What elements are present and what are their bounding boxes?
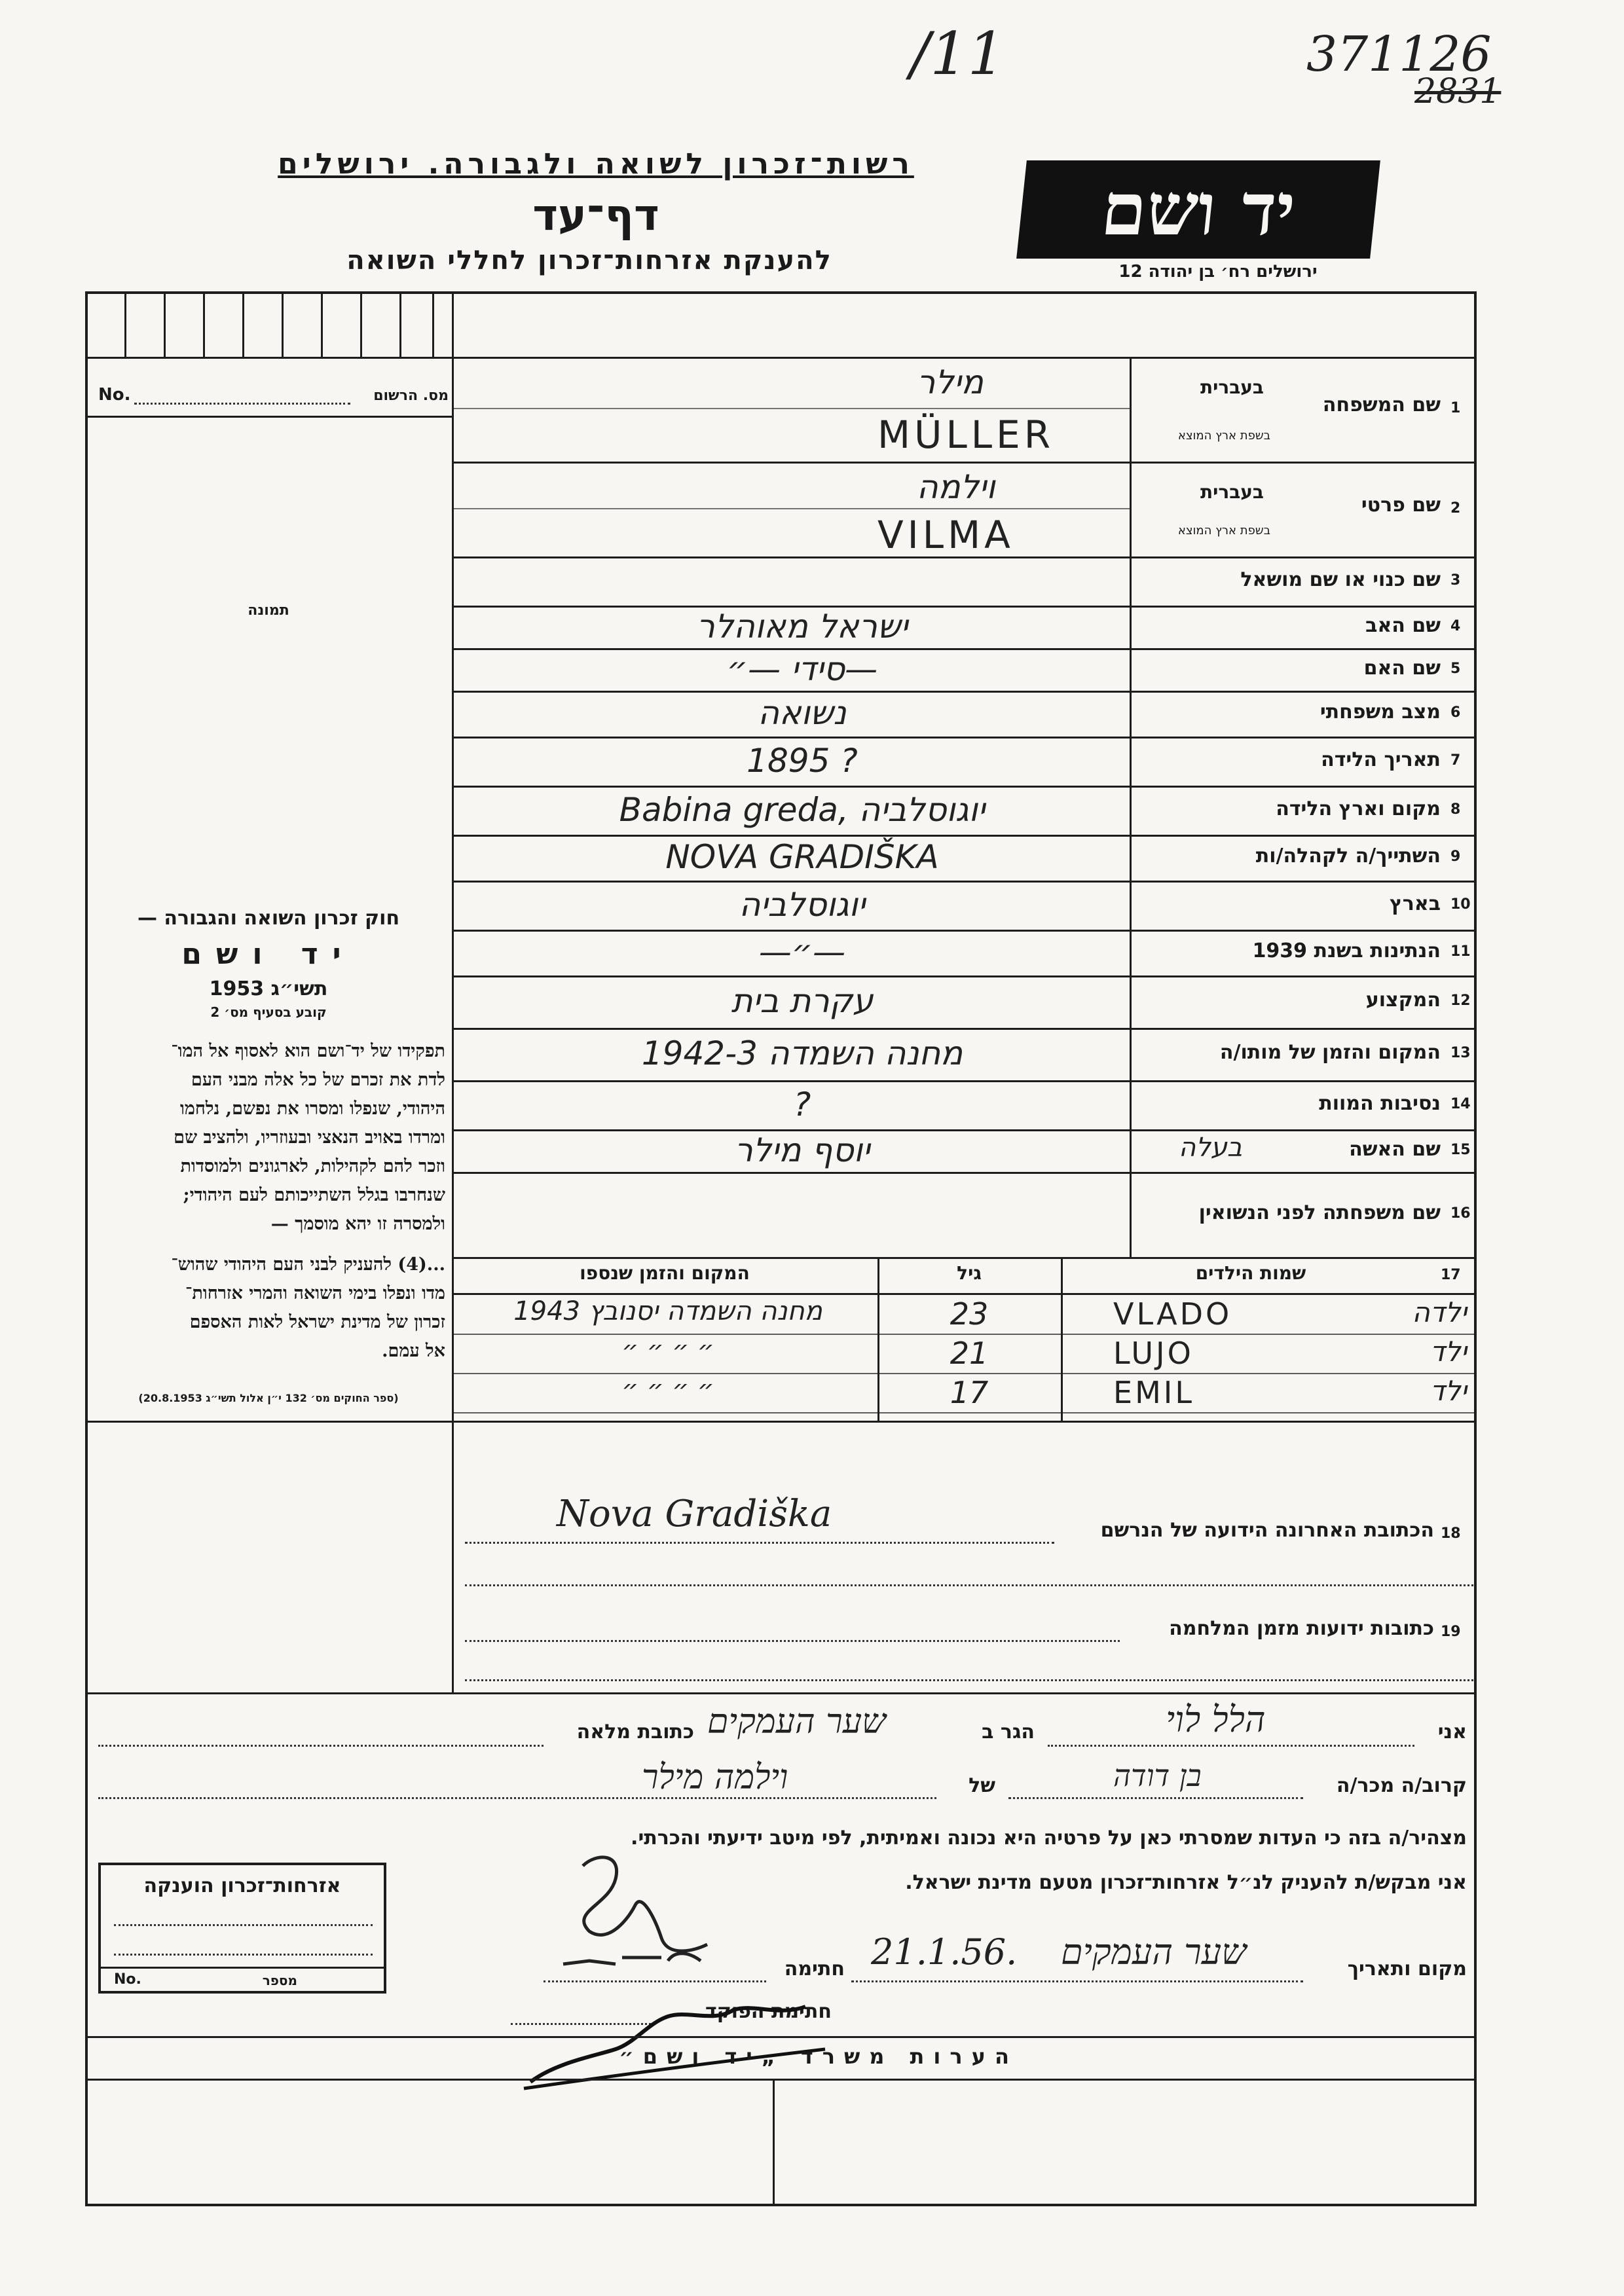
- field-value: יוגוסלביה: [739, 885, 866, 924]
- field-number: 11: [1450, 943, 1471, 960]
- no-label: No.: [98, 385, 131, 405]
- law-text: [92, 907, 445, 1404]
- officer-signature: [517, 1984, 845, 2102]
- decl-full-address: כתובת מלאה: [576, 1721, 694, 1743]
- field-value: עקרת בית: [731, 982, 874, 1020]
- field-number: 15: [1450, 1141, 1471, 1158]
- place-date-label: מקום ותאריך: [1347, 1958, 1467, 1980]
- remarks-label: הערות משרד „יד ושם״: [619, 2044, 1018, 2069]
- child-relation: ילדה: [1412, 1296, 1467, 1328]
- record-number: 371126: [1306, 26, 1492, 82]
- child-name: EMIL: [1113, 1375, 1194, 1410]
- field-value: יוסף מילר: [734, 1131, 870, 1169]
- field-number: 14: [1450, 1095, 1471, 1112]
- field-label: המקצוע: [1365, 989, 1441, 1011]
- field-number: 4: [1450, 617, 1461, 634]
- law-line: ומרדו באויב הנאצי ובעוזריו, ולהציב שם: [174, 1127, 445, 1148]
- date-value: 21.1.56.: [871, 1931, 1018, 1973]
- form-subtitle: להענקת אזרחות־זכרון לחללי השואה: [346, 246, 832, 276]
- field-18-value: Nova Gradiška: [557, 1493, 832, 1535]
- decl-of: של: [969, 1774, 995, 1797]
- decl-text-2: אני מבקש/ת להעניק לנ״ל אזרחות־זכרון מטעם מדינת ישראל.: [905, 1871, 1467, 1894]
- children-place-header: המקום והזמן שנספו: [580, 1262, 750, 1284]
- field-19-number: 19: [1441, 1624, 1461, 1640]
- logo-text: יד ושם: [1097, 167, 1300, 251]
- law-name: יד ושם: [181, 938, 356, 971]
- field-label: תאריך הלידה: [1321, 748, 1441, 771]
- decl-text-1: מצהיר/ה בזה כי העדות שמסרתי כאן על פרטיה היא נכונה ואמיתית, לפי מיטב ידיעתי והכרתי.: [631, 1827, 1467, 1850]
- law-reference: (ספר החוקים מס׳ 132 י״ן אלול תשי״ג 20.8.1953): [138, 1392, 399, 1404]
- witness-signature: [544, 1846, 727, 1984]
- field-label: שם כנוי או שם מושאל: [1240, 568, 1441, 591]
- child-death-place: מחנה השמדה יסנובץ 1943: [513, 1296, 822, 1326]
- field-value: נשואה: [758, 694, 847, 732]
- stamp-number-label: מספר: [262, 1973, 297, 1988]
- child-age: 23: [950, 1296, 989, 1332]
- law-line: היהודי, שנפלו ומסרו את נפשם, נלחמו: [179, 1099, 445, 1119]
- child-relation: ילד: [1430, 1336, 1467, 1368]
- field-sub-origin-language: בשפת ארץ המוצא: [1177, 524, 1270, 538]
- field-label: שם האב: [1365, 613, 1441, 637]
- field-sub-hebrew: בעברית: [1200, 481, 1264, 503]
- field-value: סידי —״—: [726, 649, 878, 688]
- decl-city: שער העמקים: [707, 1702, 886, 1741]
- child-age: 17: [950, 1375, 989, 1410]
- field-label: נסיבות המוות: [1319, 1091, 1441, 1115]
- decl-lives: הגר ב: [982, 1721, 1035, 1743]
- field-number: 9: [1450, 848, 1461, 865]
- field-value: ?: [793, 1085, 811, 1123]
- field-18-number: 18: [1441, 1525, 1461, 1542]
- law-line: תפקידו של יד־ושם הוא לאסוף אל המו־: [171, 1041, 445, 1061]
- field-label: שם האם: [1363, 656, 1441, 680]
- field-value: 1895 ?: [747, 741, 858, 780]
- law-line: ...(4) להעניק לבני העם היהודי שהוש־: [171, 1254, 445, 1275]
- field-value: מחנה השמדה 1942-3: [641, 1034, 963, 1072]
- law-line: לדת את זכרם של כל אלה מבני העם: [191, 1070, 445, 1090]
- law-line: שנחרבו בגלל השתייכותם לעם היהודי;: [183, 1185, 445, 1205]
- decl-of-name: וילמה מילר: [642, 1758, 788, 1797]
- law-line: זכרון של מדינת ישראל לאות האספם: [189, 1312, 445, 1332]
- field-number: 16: [1450, 1205, 1471, 1222]
- place-value: שער העמקים: [1061, 1931, 1247, 1973]
- field-value: —״—: [758, 933, 846, 971]
- field-value: NOVA GRADIŠKA: [665, 838, 939, 876]
- org-name: רשות־זכרון לשואה ולגבורה. ירושלים: [278, 147, 914, 181]
- field-label: שם משפחתה לפני הנשואין: [1198, 1201, 1441, 1224]
- field-value: ישראל מאוהלר: [696, 607, 908, 646]
- field-label: מצב משפחתי: [1320, 701, 1441, 723]
- field-19-label: כתובות ידועות מזמן המלחמה: [1169, 1617, 1434, 1640]
- decl-name: הלל לוי: [1166, 1699, 1266, 1740]
- field-number: 3: [1450, 572, 1461, 589]
- field-18-label: הכתובת האחרונה הידועה של הנרשם: [1100, 1519, 1434, 1542]
- child-name: LUJO: [1113, 1336, 1194, 1371]
- field-15-husband-correction: בעלה: [1179, 1133, 1243, 1163]
- field-label: השתייך/ה לקהלה/ות: [1255, 845, 1441, 867]
- child-death-place: ״ ״ ״ ״: [621, 1375, 714, 1405]
- children-number: 17: [1441, 1267, 1461, 1283]
- officer-label: חתימת הפוקד: [705, 2000, 832, 2023]
- field-number: 13: [1450, 1045, 1471, 1061]
- citizenship-stamp-box: [98, 1863, 386, 1994]
- law-line: וזכר להם לקהילות, לארגונים ולמוסדות: [180, 1156, 445, 1176]
- page-mark: /11: [910, 20, 1005, 88]
- field-label: בארץ: [1389, 892, 1441, 915]
- field-number: 2: [1450, 500, 1461, 517]
- decl-ani: אני: [1437, 1721, 1467, 1743]
- law-line: מדו ונפלו בימי השואה והמרי אזרחות־: [185, 1283, 445, 1303]
- field-number: 8: [1450, 801, 1461, 818]
- field-label: שם פרטי: [1361, 493, 1441, 517]
- stamp-no: No.: [114, 1971, 141, 1988]
- field-label: שם האשה: [1349, 1137, 1441, 1161]
- form-title: דף־עד: [532, 190, 659, 240]
- law-line: ולמסרה זו יהא מוסמך —: [270, 1214, 445, 1234]
- child-relation: ילד: [1430, 1375, 1467, 1407]
- child-age: 21: [950, 1336, 989, 1371]
- law-title: חוק זכרון השואה והגבורה —: [137, 907, 400, 930]
- field-number: 10: [1450, 896, 1471, 913]
- law-section: קובע בסעיף מס׳ 2: [210, 1004, 327, 1020]
- field-label: הנתינות בשנת 1939: [1252, 939, 1441, 962]
- field-number: 5: [1450, 660, 1461, 677]
- decl-relation: בן דודה: [1113, 1758, 1202, 1793]
- children-age-header: גיל: [957, 1262, 982, 1284]
- field-number: 6: [1450, 704, 1461, 721]
- field-number: 7: [1450, 752, 1461, 769]
- field-number: 12: [1450, 993, 1471, 1009]
- reg-label: מס. הרשום: [373, 388, 449, 404]
- field-value-latin: MÜLLER: [877, 412, 1055, 457]
- decl-relative: קרוב/ה מכר/ה: [1336, 1774, 1467, 1797]
- field-label: שם המשפחה: [1322, 393, 1441, 416]
- child-death-place: ״ ״ ״ ״: [621, 1336, 714, 1366]
- child-name: VLADO: [1113, 1296, 1232, 1332]
- field-value-hebrew: מילר: [917, 363, 984, 401]
- law-year: תשי״ג 1953: [209, 977, 328, 1000]
- field-value: Babina greda, יוגוסלביה: [619, 790, 986, 829]
- field-value-latin: VILMA: [877, 512, 1014, 557]
- stamp-title: אזרחות־זכרון הוענקה: [143, 1874, 341, 1897]
- old-record-number: 2831: [1414, 72, 1502, 111]
- photo-label: תמונה: [248, 602, 289, 619]
- children-names-header: שמות הילדים: [1195, 1262, 1306, 1284]
- header-address: ירושלים רח׳ בן יהודה 12: [1118, 262, 1318, 282]
- field-label: המקום והזמן של מותו/ה: [1219, 1041, 1441, 1064]
- signature-label: חתימה: [784, 1958, 845, 1980]
- field-value-hebrew: וילמה: [917, 468, 995, 506]
- field-sub-origin-language: בשפת ארץ המוצא: [1177, 429, 1270, 443]
- field-number: 1: [1450, 400, 1461, 416]
- law-line: אל עמם.: [382, 1341, 445, 1361]
- field-label: מקום וארץ הלידה: [1276, 797, 1441, 820]
- field-sub-hebrew: בעברית: [1200, 376, 1264, 398]
- yad-vashem-logo: [1016, 160, 1380, 259]
